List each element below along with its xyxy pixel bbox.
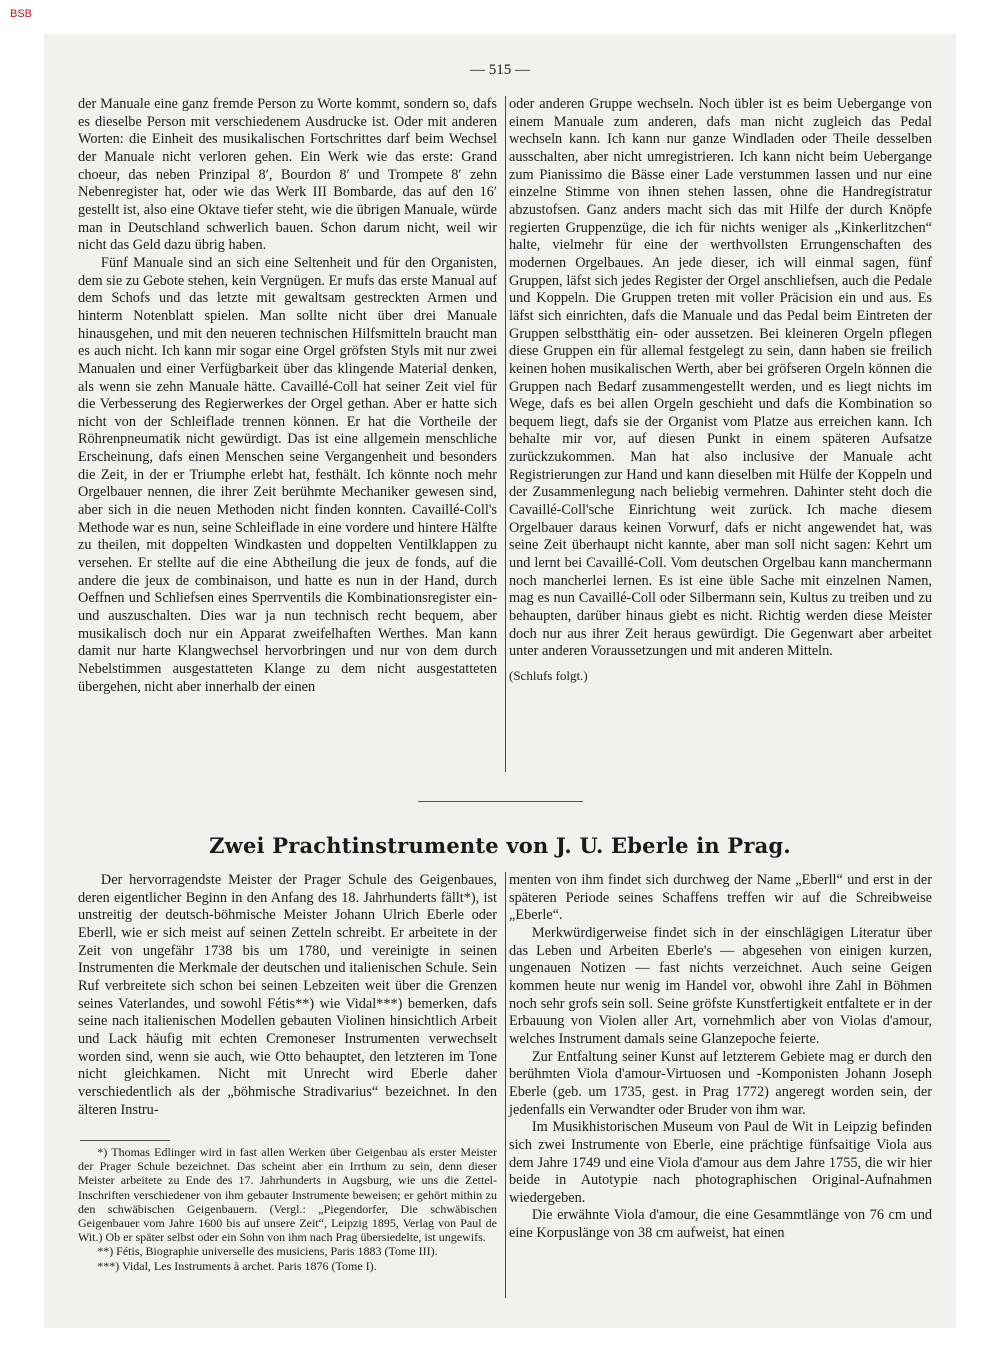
paragraph: Der hervorragendste Meister der Prager Schule des Geigenbaues, deren eigentlicher Beginn in den Anfang des 18. Jahrhunderts fällt*), ist unstreitig der deutsch-böhmische Meister Johann Ulrich Eberle oder Eberll, wie er sich meist auf seinen Zetteln schreibt. Er arbeitete in der Zeit von ungefähr 1738 bis um 1780, und vereinigte in seinen Instrumenten die Merkmale der deutschen und italienischen Schule. Sein Ruf verbreitete sich schon bei seinen Lebzeiten weit über die Grenzen seines Vaterlandes, und sowohl Fétis**) wie Vidal***) bemerken, dafs seine nach italienischen Modellen gebauten Violinen hinsichtlich Arbeit und Lack häufig mit echten Cremoneser Instrumenten verwechselt worden sind, wenn sie auch, wie Otto behauptet, den letzteren im Tone nicht gleichkamen. Nicht mit Unrecht wird Eberle daher verschiedentlich als der „böhmische Stradivarius“ bezeichnet. In den älteren Instru- — [78, 872, 497, 1118]
article-separator — [418, 801, 583, 802]
library-tag: BSB — [10, 8, 33, 20]
paragraph: menten von ihm findet sich durchweg der Name „Eberll“ und erst in der späteren Periode seines Schaffens treffen wir auf die Schreibweise „Eberle“. — [509, 872, 932, 924]
column-divider — [505, 872, 506, 1298]
paragraph: oder anderen Gruppe wechseln. Noch übler ist es beim Uebergange von einem Manuale zum anderen, dafs man nicht zugleich das Pedal wechseln kann. Ich kann nur ganze Windladen oder Theile desselben ausschalten, aber nicht umregistrieren. Ich kann nicht beim Uebergange zum Pianissimo die Bässe einer Lade verstummen lassen und nur eine einzelne Stimme von ihnen stehen lassen, ohne die Handregistratur abzustofsen. Ganz anders macht sich das mit Hilfe der durch Knöpfe regierten Gruppenzüge, die ich für nichts weniger als „Kinkerlitzchen“ halte, vielmehr für eine der werthvollsten Errungenschaften des modernen Orgelbaues. An jede dieser, ich will einmal sagen, fünf Gruppen, läfst sich jedes Register der Orgel anschliefsen, auch die Pedale und Koppeln. Die Gruppen treten mit voller Präcision ein und aus. Es läfst sich einrichten, dafs die Manuale und das Pedal beim Eintreten der Gruppen selbstthätig ein- oder aussetzen. Bei kleineren Orgeln pflegen diese Gruppen ein für allemal festgelegt zu sein, dann haben sie freilich keinen hohen musikalischen Werth, aber bei gröfseren Orgeln können die Gruppen nach Bedarf zusammengestellt werden, und es liegt nichts im Wege, dafs es bei allen Orgeln geschieht und dafs die Kombination so bequem liegt, dafs sie der Organist vom Platze aus erreichen kann. Ich behalte mir vor, auf diesen Punkt in einem späteren Aufsatze zurückzukommen. Man hat also inclusive der Manuale acht Registrierungen zur Hand und kann dieselben mit Hülfe der Koppeln und der Zusammenlegung nach beliebig vermehren. Dahinter steht doch die Cavaillé-Coll'sche Einrichtung weit zurück. Ich mache diesem Orgelbauer daraus keinen Vorwurf, dafs er nicht angewendet hat, was seine Zeit überhaupt nicht kannte, aber man soll nicht sagen: Kehrt um und lernt bei Cavaillé-Coll. Vom deutschen Orgelbau kann manchermann noch mancherlei lernen. Es ist eine üble Sache mit einzelnen Namen, mag es nun Cavaillé-Coll oder Silbermann sein, Kultus zu treiben und zu behaupten, darüber hinaus giebt es nicht. Richtig werden diese Meister doch nur aus ihrer Zeit heraus gewürdigt. Die Gegenwart aber arbeitet unter anderen Voraussetzungen und mit anderen Mitteln. — [509, 96, 932, 660]
paragraph: Fünf Manuale sind an sich eine Seltenheit und für den Organisten, dem sie zu Gebote stehen, kein Vergnügen. Er mufs das erste Manual auf dem Schofs und das letzte mit gewaltsam gestreckten Armen und hinterm Notenblatt spielen. Man sollte nicht über drei Manuale hinausgehen, und mit den neueren technischen Hilfsmitteln braucht man es auch nicht. Ich kann mir sogar eine Orgel gröfsten Styls mit nur zwei Manualen und einer Verfügbarkeit über das klingende Material denken, als wenn sie zehn Manuale hätte. Cavaillé-Coll hat seiner Zeit viel für die Verbesserung des Regierwerkes der Orgel gethan. Aber er hatte sich nicht von der Schleiflade trennen können. Er hat die Vortheile der Röhrenpneumatik nicht gewürdigt. Das ist eine allgemein menschliche Erscheinung, dafs einen Menschen seine Vergangenheit und besonders die Zeit, in der er Triumphe erlebt hat, festhält. Ich könnte noch mehr Orgelbauer nennen, die ihrer Zeit berühmte Mechaniker gewesen sind, aber sich in die neuen Methoden nicht finden konnten. Cavaillé-Coll's Methode war es nun, seine Schleiflade in eine vordere und hintere Hälfte zu theilen, mit doppelten Windkasten und doppelten Ventilklappen zu versehen. Er stellte auf die eine Abtheilung die jeux de fonds, auf die andere die jeux de combinaison, und hatte es nun in der Hand, durch Oeffnen und Schliefsen eines Sperrventils die Kombinationsregister ein- und auszuschalten. Dies war ja nun technisch recht bequem, aber musikalisch doch nur ein Apparat zweifelhaften Werthes. Man kann damit nur harte Klangwechsel hervorbringen und nur von dem durch Nebelstimmen ausgestatteten Klange zu dem nicht ausgestatteten übergehen, nicht aber innerhalb der einen — [78, 254, 497, 695]
column-divider — [505, 96, 506, 772]
article-title: Zwei Prachtinstrumente von J. U. Eberle in Prag. — [209, 833, 791, 858]
footnotes — [78, 1145, 497, 1273]
paragraph: der Manuale eine ganz fremde Person zu Worte kommt, sondern so, dafs es dieselbe Person mit verschiedenem Ausdrucke ist. Oder mit anderen Worten: die Einheit des musikalischen Fortschrittes darf beim Wechsel der Manuale nicht verloren gehen. Ein Werk wie das erste: Grand choeur, das neben Prinzipal 8′, Bourdon 8′ und Trompete 8′ zehn Nebenregister hat, oder wie das Werk III Bombarde, das auf den 16′ gestellt ist, also eine Oktave tiefer steht, wie die übrigen Manuale, würde man in Deutschland schwerlich bauen. Schon darum nicht, weil wir nicht das Geld dazu übrig haben. — [78, 96, 497, 254]
article1-right-column — [509, 96, 932, 685]
paragraph: Merkwürdigerweise findet sich in der einschlägigen Literatur über das Leben und Arbeiten Eberle's — abgesehen von einigen kurzen, ungenauen Notizen — fast nichts verzeichnet. Auch seine Geigen kommen heute nur wenig im Handel vor, obwohl ihre Zahl in Böhmen noch sehr grofs sein soll. Seine gröfste Kunstfertigkeit entfaltete er in der Erbauung von Violen aller Art, vornehmlich aber von Violas d'amour, welches Instrument damals seine Glanzepoche feierte. — [509, 924, 932, 1047]
footnote-rule — [80, 1140, 170, 1141]
article2-right-column — [509, 872, 932, 1243]
paragraph: Die erwähnte Viola d'amour, die eine Gesammtlänge von 76 cm und eine Korpuslänge von 38 cm aufweist, hat einen — [509, 1207, 932, 1242]
article2-left-column — [78, 872, 497, 1119]
footnote: **) Fétis, Biographie universelle des musiciens, Paris 1883 (Tome III). — [97, 1244, 438, 1259]
paragraph: Zur Entfaltung seiner Kunst auf letzterem Gebiete mag er durch den berühmten Viola d'amour-Virtuosen und -Komponisten Johann Joseph Eberle (geb. um 1735, gest. in Prag 1772) angeregt worden sein, der jedenfalls ein Verwandter oder Bruder von ihm war. — [509, 1048, 932, 1118]
footnote: *) Thomas Edlinger wird in fast allen Werken über Geigenbau als erster Meister der Prager Schule bezeichnet. Das scheint aber ein Irrthum zu sein, denn dieser Meister arbeitete zu Ende des 17. Jahrhunderts in Augsburg, wie uns die Zettel-Inschriften verschiedener von ihm gebauter Instrumente beweisen; er gehört mithin zu den schwäbischen Geigenbauern. (Vergl.: „Piegendorfer, Die schwäbischen Geigenbauer vom Jahre 1600 bis auf unsere Zeit“, Leipzig 1895, Verlag von Paul de Wit.) Ob er später selbst oder ein Sohn von ihm nach Prag übersiedelte, ist ungewifs. — [78, 1145, 497, 1245]
footnote: ***) Vidal, Les Instruments à archet. Paris 1876 (Tome I). — [97, 1258, 377, 1273]
article1-left-column — [78, 96, 497, 696]
paragraph: Im Musikhistorischen Museum von Paul de Wit in Leipzig befinden sich zwei Instrumente von Eberle, eine prächtige fünfsaitige Viola aus dem Jahre 1749 und eine Viola d'amour aus dem Jahre 1755, die wir hier beide in Autotypie nach photographischen Original-Aufnahmen wiedergeben. — [509, 1119, 932, 1206]
to-be-continued-note: (Schlufs folgt.) — [509, 668, 588, 683]
page-number: — 515 — — [470, 62, 530, 78]
